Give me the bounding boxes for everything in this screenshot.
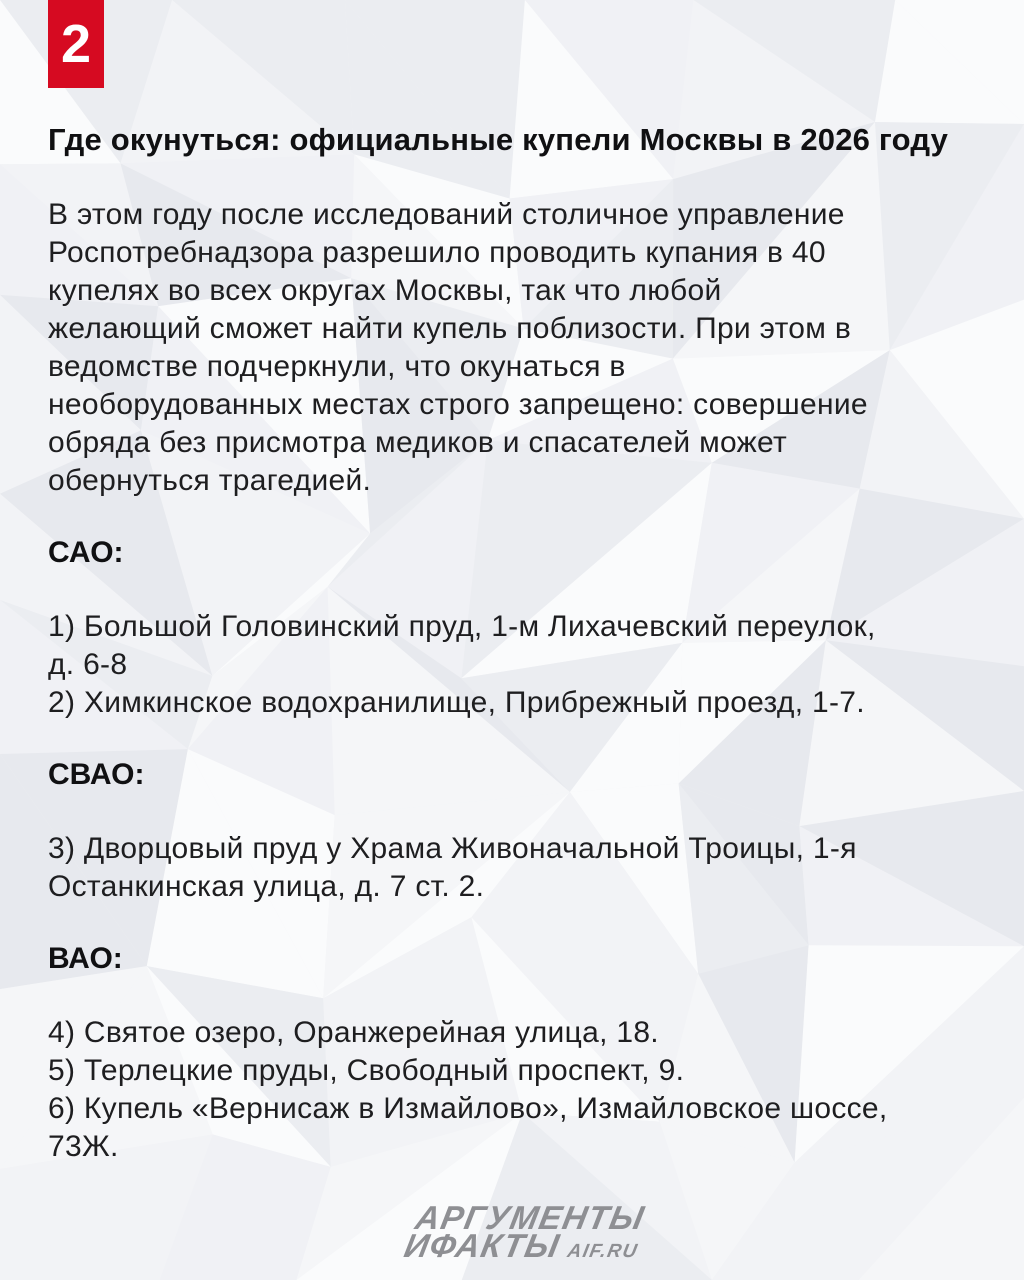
text-line: Роспотребнадзора разрешило проводить купания в 40: [48, 236, 826, 269]
section-vao: [48, 940, 976, 1166]
section-list-sao: [48, 608, 976, 722]
text-line: Останкинская улица, д. 7 ст. 2.: [48, 870, 485, 903]
text-line: ведомстве подчеркнули, что окунаться в: [48, 350, 626, 383]
text-line: обряда без присмотра медиков и спасателей может: [48, 426, 788, 459]
text-line: д. 6-8: [48, 648, 128, 681]
section-heading-vao: ВАО:: [48, 942, 123, 975]
page-number-badge: [48, 0, 104, 88]
text-line: желающий сможет найти купель поблизости. При этом в: [48, 312, 852, 345]
text-line: 2) Химкинское водохранилище, Прибрежный проезд, 1-7.: [48, 686, 865, 719]
text-line: 5) Терлецкие пруды, Свободный проспект, 9.: [48, 1054, 685, 1087]
text-line: 73Ж.: [48, 1130, 119, 1163]
section-svao: [48, 756, 976, 906]
section-sao: [48, 534, 976, 722]
text-line: 1) Большой Головинский пруд, 1-м Лихачевский переулок,: [48, 610, 876, 643]
logo-text-argumenty: АРГУМЕНТЫ: [412, 1199, 649, 1236]
text-line: обернуться трагедией.: [48, 464, 372, 497]
text-line: 4) Святое озеро, Оранжерейная улица, 18.: [48, 1016, 659, 1049]
text-line: В этом году после исследований столичное управление: [48, 198, 845, 231]
logo-second-line: [401, 1227, 642, 1266]
intro-paragraph: [48, 196, 976, 500]
page-number: 2: [60, 14, 92, 74]
aif-logo: [401, 1199, 649, 1266]
text-line: 3) Дворцовый пруд у Храма Живоначальной Троицы, 1-я: [48, 832, 857, 865]
section-heading-sao: САО:: [48, 536, 124, 569]
text-line: необорудованных местах строго запрещено: совершение: [48, 388, 868, 421]
section-list-vao: [48, 1014, 976, 1166]
logo-site-aifru: AIF.RU: [565, 1241, 640, 1262]
logo-text-ifakty: ИФАКТЫ: [401, 1227, 564, 1264]
text-line: купелях во всех округах Москвы, так что любой: [48, 274, 722, 307]
text-line: 6) Купель «Вернисаж в Измайлово», Измайловское шоссе,: [48, 1092, 888, 1125]
page-title: Где окунуться: официальные купели Москвы в 2026 году: [48, 122, 949, 157]
section-list-svao: [48, 830, 976, 906]
section-heading-svao: СВАО:: [48, 758, 145, 791]
